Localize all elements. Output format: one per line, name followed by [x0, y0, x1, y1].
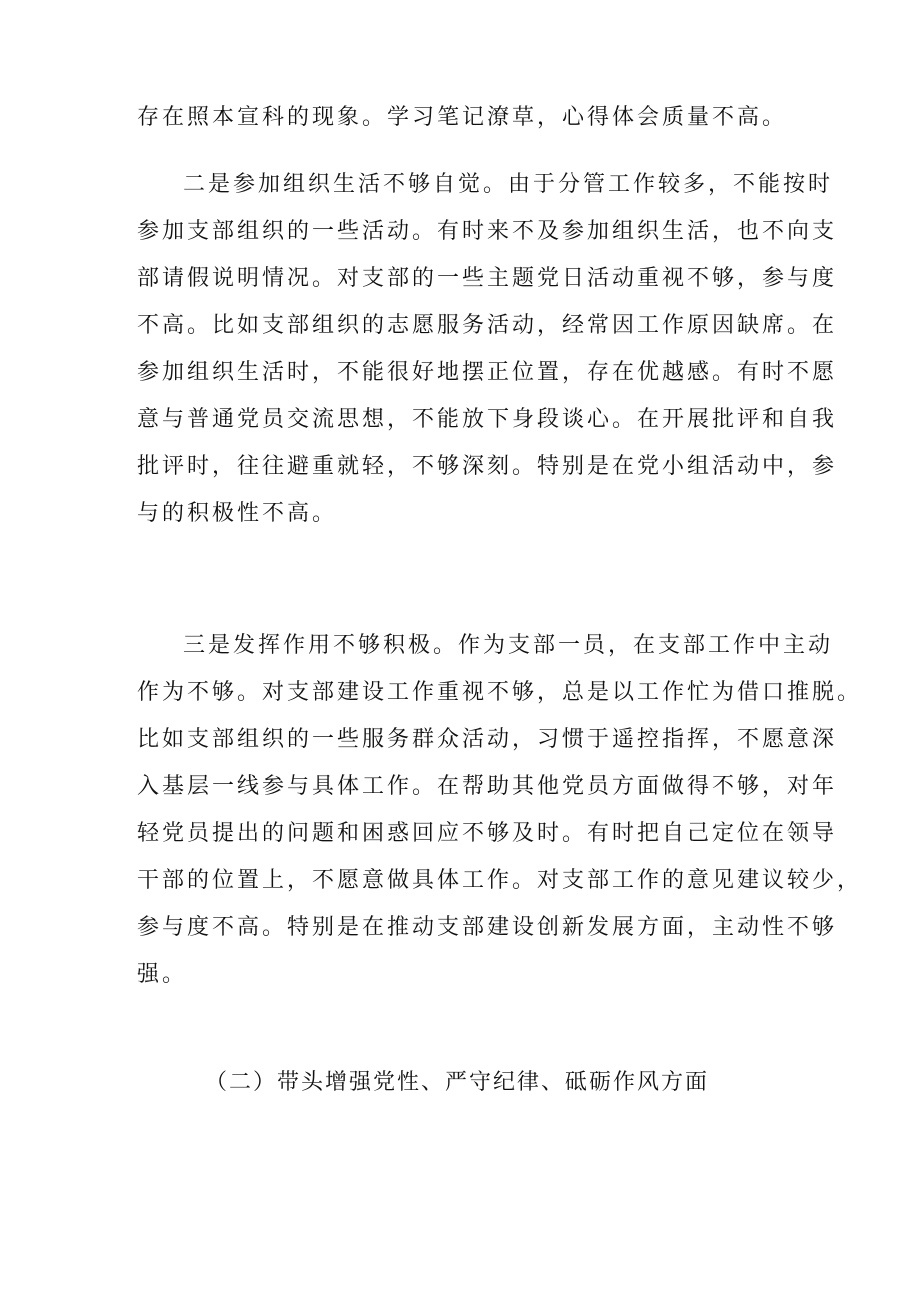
paragraph-2-line-5: 参加组织生活时，不能很好地摆正位置，存在优越感。有时不愿 — [137, 360, 838, 385]
paragraph-3-line-5: 轻党员提出的问题和困惑回应不够及时。有时把自己定位在领导 — [137, 821, 838, 846]
paragraph-2-line-1: 二是参加组织生活不够自觉。由于分管工作较多，不能按时 — [183, 172, 834, 197]
paragraph-2-line-8: 与的积极性不高。 — [137, 501, 338, 526]
paragraph-2-line-2: 参加支部组织的一些活动。有时来不及参加组织生活，也不向支 — [137, 219, 838, 244]
paragraph-2-line-4: 不高。比如支部组织的志愿服务活动，经常因工作原因缺席。在 — [137, 313, 838, 338]
paragraph-3-line-1: 三是发挥作用不够积极。作为支部一员，在支部工作中主动 — [183, 633, 834, 658]
section-heading: （二）带头增强党性、严守纪律、砥砺作风方面 — [205, 1070, 710, 1095]
paragraph-3-line-3: 比如支部组织的一些服务群众活动，习惯于遥控指挥，不愿意深 — [137, 727, 838, 752]
paragraph-2-line-3: 部请假说明情况。对支部的一些主题党日活动重视不够，参与度 — [137, 266, 838, 291]
paragraph-1-line-1: 存在照本宣科的现象。学习笔记潦草，心得体会质量不高。 — [137, 105, 788, 130]
paragraph-3-line-4: 入基层一线参与具体工作。在帮助其他党员方面做得不够，对年 — [137, 774, 838, 799]
paragraph-2-line-7: 批评时，往往避重就轻，不够深刻。特别是在党小组活动中，参 — [137, 454, 838, 479]
paragraph-3-line-7: 参与度不高。特别是在推动支部建设创新发展方面，主动性不够 — [137, 915, 838, 940]
paragraph-3-line-6: 干部的位置上，不愿意做具体工作。对支部工作的意见建议较少， — [137, 868, 863, 893]
paragraph-3-line-8: 强。 — [137, 962, 188, 987]
paragraph-2-line-6: 意与普通党员交流思想，不能放下身段谈心。在开展批评和自我 — [137, 407, 838, 432]
paragraph-3-line-2: 作为不够。对支部建设工作重视不够，总是以工作忙为借口推脱。 — [137, 680, 863, 705]
